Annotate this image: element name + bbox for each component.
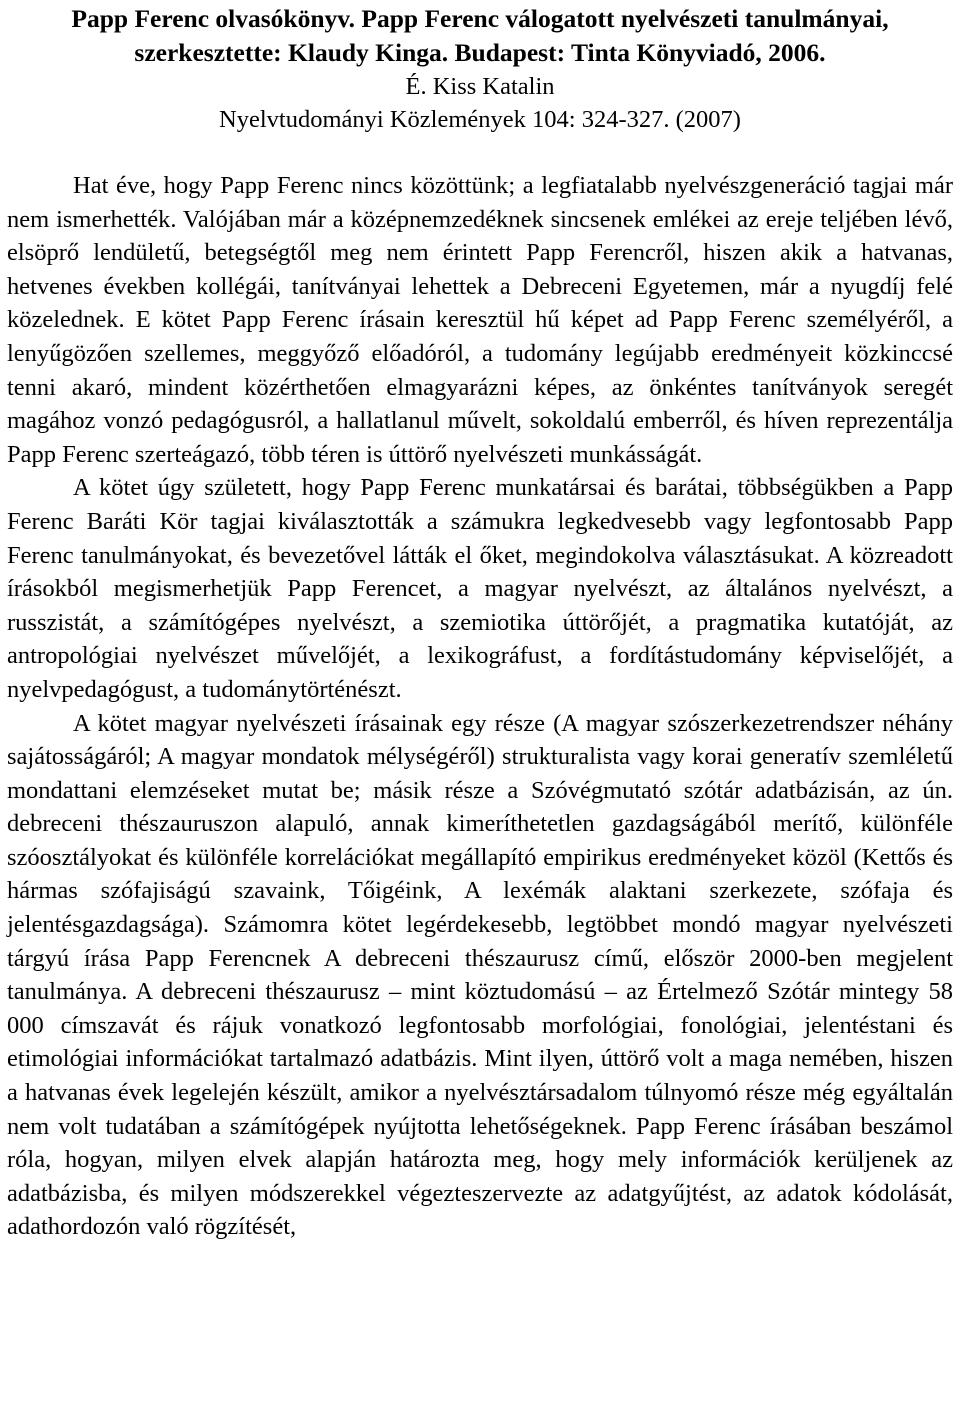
source-citation: Nyelvtudományi Közlemények 104: 324-327. (2007)	[219, 106, 741, 133]
author-name: É. Kiss Katalin	[405, 73, 555, 100]
document-title: Papp Ferenc olvasókönyv. Papp Ferenc válogatott nyelvészeti tanulmányai, szerkesztette: Klaudy Kinga. Budapest: Tinta Könyviadó, 2006.	[71, 4, 889, 67]
body-paragraph: A kötet magyar nyelvészeti írásainak egy része (A magyar szószerkezetrendszer néhány sajátosságáról; A magyar mondatok mélységéről) strukturalista vagy korai generatív szemléletű mondattani elemzéseket mutat be; másik része a Szóvégmutató szótár adatbázisán, az ún. debreceni thészauruszon alapuló, annak kimeríthetetlen gazdagságából merítő, különféle szóosztályokat és különféle korrelációkat megállapító empirikus eredményeket közöl (Kettős és hármas szófajiságú szavaink, Tőigéink, A lexémák alaktani szerkezete, szófaja és jelentésgazdagsága). Számomra kötet legérdekesebb, legtöbbet mondó magyar nyelvészeti tárgyú írása Papp Ferencnek A debreceni thészaurusz című, először 2000-ben megjelent tanulmánya. A debreceni thészaurusz – mint köztudomású – az Értelmező Szótár mintegy 58 000 címszavát és rájuk vonatkozó legfontosabb morfológiai, fonológiai, jelentéstani és etimológiai információkat tartalmazó adatbázis. Mint ilyen, úttörő volt a maga nemében, hiszen a hatvanas évek legelején készült, amikor a nyelvésztársadalom túlnyomó része még egyáltalán nem volt tudatában a számítógépek nyújtotta lehetőségeknek. Papp Ferenc írásában beszámol róla, hogyan, milyen elvek alapján határozta meg, hogy mely információk kerüljenek az adatbázisba, és milyen módszerekkel végezteszervezte az adatgyűjtést, az adatok kódolását, adathordozón való rögzítését,	[7, 709, 953, 1241]
document-page	[7, 2, 953, 1244]
body-paragraph: Hat éve, hogy Papp Ferenc nincs közöttünk; a legfiatalabb nyelvészgeneráció tagjai már nem ismerhették. Valójában már a középnemzedéknek sincsenek emlékei az ereje teljében lévő, elsöprő lendületű, betegségtől meg nem érintett Papp Ferencről, hiszen akik a hatvanas, hetvenes években kollégái, tanítványai lehettek a Debreceni Egyetemen, már a nyugdíj felé közelednek. E kötet Papp Ferenc írásain keresztül hű képet ad Papp Ferenc személyéről, a lenyűgözően szellemes, meggyőző előadóról, a tudomány legújabb eredményeit közkinccsé tenni akaró, mindent közérthetően elmagyarázni képes, az önkéntes tanítványok seregét magához vonzó pedagógusról, a hallatlanul művelt, sokoldalú emberről, és híven reprezentálja Papp Ferenc szerteágazó, több téren is úttörő nyelvészeti munkásságát.	[7, 172, 953, 468]
body-paragraph: A kötet úgy született, hogy Papp Ferenc munkatársai és barátai, többségükben a Papp Ferenc Baráti Kör tagjai kiválasztották a számukra legkedvesebb vagy legfontosabb Papp Ferenc tanulmányokat, és bevezetővel látták el őket, megindokolva választásukat. A közreadott írásokból megismerhetjük Papp Ferencet, a magyar nyelvészt, az általános nyelvészt, a russzistát, a számítógépes nyelvészt, a szemiotika úttörőjét, a pragmatika kutatóját, az antropológiai nyelvészet művelőjét, a lexikográfust, a fordítástudomány képviselőjét, a nyelvpedagógust, a tudománytörténészt.	[7, 474, 953, 703]
